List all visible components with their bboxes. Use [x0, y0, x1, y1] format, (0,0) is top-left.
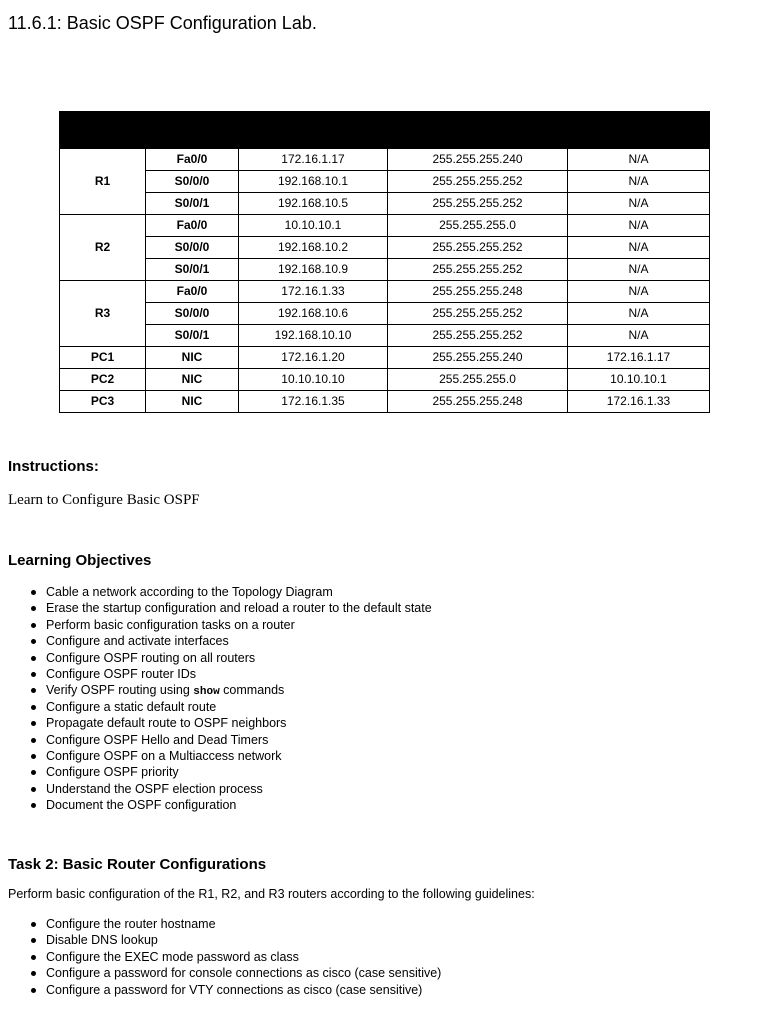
list-item-text: Erase the startup configuration and reload a router to the default state: [46, 601, 432, 616]
list-item-text: Configure a password for VTY connections as cisco (case sensitive): [46, 982, 423, 997]
ip-address-cell: 10.10.10.1: [239, 215, 388, 237]
header-subnet-mask: [388, 112, 568, 149]
list-item-text: Document the OSPF configuration: [46, 798, 237, 813]
list-item: [0, 982, 441, 998]
device-cell: R3: [60, 281, 146, 347]
table-row: [60, 281, 710, 303]
list-item-text: Configure OSPF priority: [46, 765, 179, 780]
subnet-mask-cell: 255.255.255.252: [388, 259, 568, 281]
list-item-text: Perform basic configuration tasks on a router: [46, 617, 295, 632]
bullet-icon: [31, 787, 36, 792]
bullet-icon: [31, 988, 36, 993]
subnet-mask-cell: 255.255.255.252: [388, 237, 568, 259]
default-gateway-cell: N/A: [568, 215, 710, 237]
list-item: [0, 797, 432, 813]
bullet-icon: [31, 738, 36, 743]
default-gateway-cell: 172.16.1.17: [568, 347, 710, 369]
ip-address-cell: 172.16.1.33: [239, 281, 388, 303]
table-row: [60, 259, 710, 281]
bullet-icon: [31, 672, 36, 677]
list-item: [0, 617, 432, 633]
default-gateway-cell: N/A: [568, 149, 710, 171]
bullet-icon: [31, 922, 36, 927]
interface-cell: Fa0/0: [146, 281, 239, 303]
list-item-text: Configure OSPF router IDs: [46, 666, 197, 681]
ip-address-cell: 10.10.10.10: [239, 369, 388, 391]
list-item-text: Configure OSPF routing on all routers: [46, 650, 256, 665]
subnet-mask-cell: 255.255.255.252: [388, 193, 568, 215]
device-cell: PC2: [60, 369, 146, 391]
bullet-icon: [31, 639, 36, 644]
interface-cell: S0/0/1: [146, 193, 239, 215]
list-item-text: Verify OSPF routing using: [46, 683, 194, 698]
ip-address-cell: 192.168.10.2: [239, 237, 388, 259]
list-item-text: Configure OSPF Hello and Dead Timers: [46, 732, 269, 747]
table-row: [60, 325, 710, 347]
list-item-text: Propagate default route to OSPF neighbors: [46, 716, 287, 731]
interface-cell: NIC: [146, 369, 239, 391]
table-row: [60, 149, 710, 171]
default-gateway-cell: N/A: [568, 325, 710, 347]
device-cell: PC3: [60, 391, 146, 413]
task2-intro: Perform basic configuration of the R1, R2, and R3 routers according to the following guidelines:: [8, 887, 535, 901]
addressing-table-header: [60, 112, 710, 149]
header-interface: [146, 112, 239, 149]
subnet-mask-cell: 255.255.255.240: [388, 149, 568, 171]
interface-cell: S0/0/0: [146, 237, 239, 259]
task2-list: [0, 916, 441, 998]
interface-cell: Fa0/0: [146, 215, 239, 237]
list-item: [0, 584, 432, 600]
default-gateway-cell: N/A: [568, 193, 710, 215]
device-cell: R1: [60, 149, 146, 215]
default-gateway-cell: 172.16.1.33: [568, 391, 710, 413]
ip-address-cell: 192.168.10.9: [239, 259, 388, 281]
subnet-mask-cell: 255.255.255.248: [388, 391, 568, 413]
bullet-icon: [31, 803, 36, 808]
subnet-mask-cell: 255.255.255.252: [388, 325, 568, 347]
list-item: [0, 781, 432, 797]
list-item: [0, 699, 432, 715]
list-item: [0, 650, 432, 666]
code-text: show: [193, 686, 220, 699]
list-item-text: Configure a static default route: [46, 699, 217, 714]
interface-cell: S0/0/0: [146, 303, 239, 325]
ip-address-cell: 192.168.10.10: [239, 325, 388, 347]
default-gateway-cell: N/A: [568, 237, 710, 259]
interface-cell: S0/0/1: [146, 325, 239, 347]
ip-address-cell: 172.16.1.20: [239, 347, 388, 369]
ip-address-cell: 192.168.10.5: [239, 193, 388, 215]
table-row: [60, 369, 710, 391]
header-device: [60, 112, 146, 149]
interface-cell: NIC: [146, 391, 239, 413]
list-item-text: Disable DNS lookup: [46, 933, 158, 948]
bullet-icon: [31, 590, 36, 595]
page-title: 11.6.1: Basic OSPF Configuration Lab.: [8, 13, 317, 33]
list-item: [0, 916, 441, 932]
ip-address-cell: 172.16.1.17: [239, 149, 388, 171]
list-item: [0, 633, 432, 649]
list-item-text: Configure the EXEC mode password as class: [46, 949, 299, 964]
bullet-icon: [31, 971, 36, 976]
list-item-text: Configure the router hostname: [46, 917, 216, 931]
objectives-list: [0, 584, 432, 813]
table-row: [60, 347, 710, 369]
table-row: [60, 303, 710, 325]
bullet-icon: [31, 955, 36, 960]
list-item: [0, 949, 441, 965]
list-item-text: Understand the OSPF election process: [46, 781, 263, 796]
list-item: [0, 965, 441, 981]
subnet-mask-cell: 255.255.255.252: [388, 171, 568, 193]
bullet-icon: [31, 770, 36, 775]
subnet-mask-cell: 255.255.255.252: [388, 303, 568, 325]
bullet-icon: [31, 688, 36, 693]
list-item: [0, 715, 432, 731]
ip-address-cell: 192.168.10.6: [239, 303, 388, 325]
interface-cell: NIC: [146, 347, 239, 369]
default-gateway-cell: N/A: [568, 281, 710, 303]
bullet-icon: [31, 721, 36, 726]
list-item-text: Configure and activate interfaces: [46, 634, 229, 649]
list-item: [0, 682, 432, 698]
bullet-icon: [31, 623, 36, 628]
default-gateway-cell: N/A: [568, 171, 710, 193]
table-row: [60, 391, 710, 413]
device-cell: PC1: [60, 347, 146, 369]
header-default-gateway: [568, 112, 710, 149]
bullet-icon: [31, 754, 36, 759]
list-item: [0, 764, 432, 780]
subnet-mask-cell: 255.255.255.240: [388, 347, 568, 369]
bullet-icon: [31, 656, 36, 661]
header-row: [60, 112, 710, 149]
bullet-icon: [31, 938, 36, 943]
table-row: [60, 237, 710, 259]
default-gateway-cell: 10.10.10.1: [568, 369, 710, 391]
interface-cell: S0/0/0: [146, 171, 239, 193]
default-gateway-cell: N/A: [568, 259, 710, 281]
addressing-table: [59, 111, 710, 413]
subnet-mask-cell: 255.255.255.248: [388, 281, 568, 303]
ip-address-cell: 172.16.1.35: [239, 391, 388, 413]
subnet-mask-cell: 255.255.255.0: [388, 369, 568, 391]
interface-cell: S0/0/1: [146, 259, 239, 281]
list-item: [0, 732, 432, 748]
table-row: [60, 193, 710, 215]
list-item-text: Configure a password for console connections as cisco (case sensitive): [46, 966, 442, 981]
table-row: [60, 171, 710, 193]
list-item: [0, 666, 432, 682]
objectives-heading: Learning Objectives: [8, 552, 152, 569]
device-cell: R2: [60, 215, 146, 281]
instructions-heading: Instructions:: [8, 458, 99, 475]
bullet-icon: [31, 606, 36, 611]
table-row: [60, 215, 710, 237]
list-item-text: Cable a network according to the Topology Diagram: [46, 585, 333, 599]
list-item-text: commands: [219, 683, 285, 698]
list-item-text: Configure OSPF on a Multiaccess network: [46, 748, 282, 763]
instructions-text: Learn to Configure Basic OSPF: [8, 492, 200, 508]
addressing-table-body: [60, 149, 710, 413]
subnet-mask-cell: 255.255.255.0: [388, 215, 568, 237]
task2-heading: Task 2: Basic Router Configurations: [8, 856, 267, 873]
ip-address-cell: 192.168.10.1: [239, 171, 388, 193]
list-item: [0, 748, 432, 764]
interface-cell: Fa0/0: [146, 149, 239, 171]
list-item: [0, 932, 441, 948]
list-item: [0, 600, 432, 616]
header-ip-address: [239, 112, 388, 149]
default-gateway-cell: N/A: [568, 303, 710, 325]
bullet-icon: [31, 705, 36, 710]
